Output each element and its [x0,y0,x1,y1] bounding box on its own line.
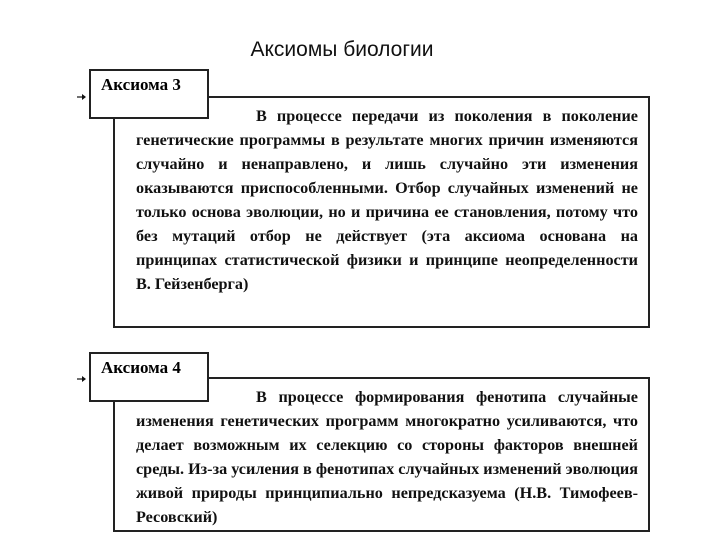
axiom-3-text: В процессе передачи из поколения в поколение генетические программы в результате многих причин изменяются случайно и ненаправлено, и лишь случайно эти изменения оказываются приспособленными. Отбор случайных изменений не только основа эволюции, но и причина ее становления, потому что без мутаций отбор не действует (эта аксиома основана на принципах статистической физики и принципе неопределенности В. Гейзенберга) [136,107,638,293]
arrow-right-icon [77,92,87,102]
axiom-3-label: Аксиома 3 [89,69,209,119]
slide-title: Аксиомы биологии [250,38,434,61]
arrow-right-icon-glyph [77,374,87,384]
axiom-4-text: В процессе формирования фенотипа случайные изменения генетических программ многократно усиливаются, что делает возможным их селекцию со стороны факторов внешней среды. Из-за усиления в фенотипах случайных изменений эволюция живой природы принципиально непредсказуема (Н.В. Тимофеев-Ресовский) [136,388,639,526]
axiom-4-label: Аксиома 4 [89,352,209,402]
arrow-right-icon [77,374,87,384]
axiom-3-text-box [113,96,650,328]
arrow-right-icon-glyph [77,92,87,102]
